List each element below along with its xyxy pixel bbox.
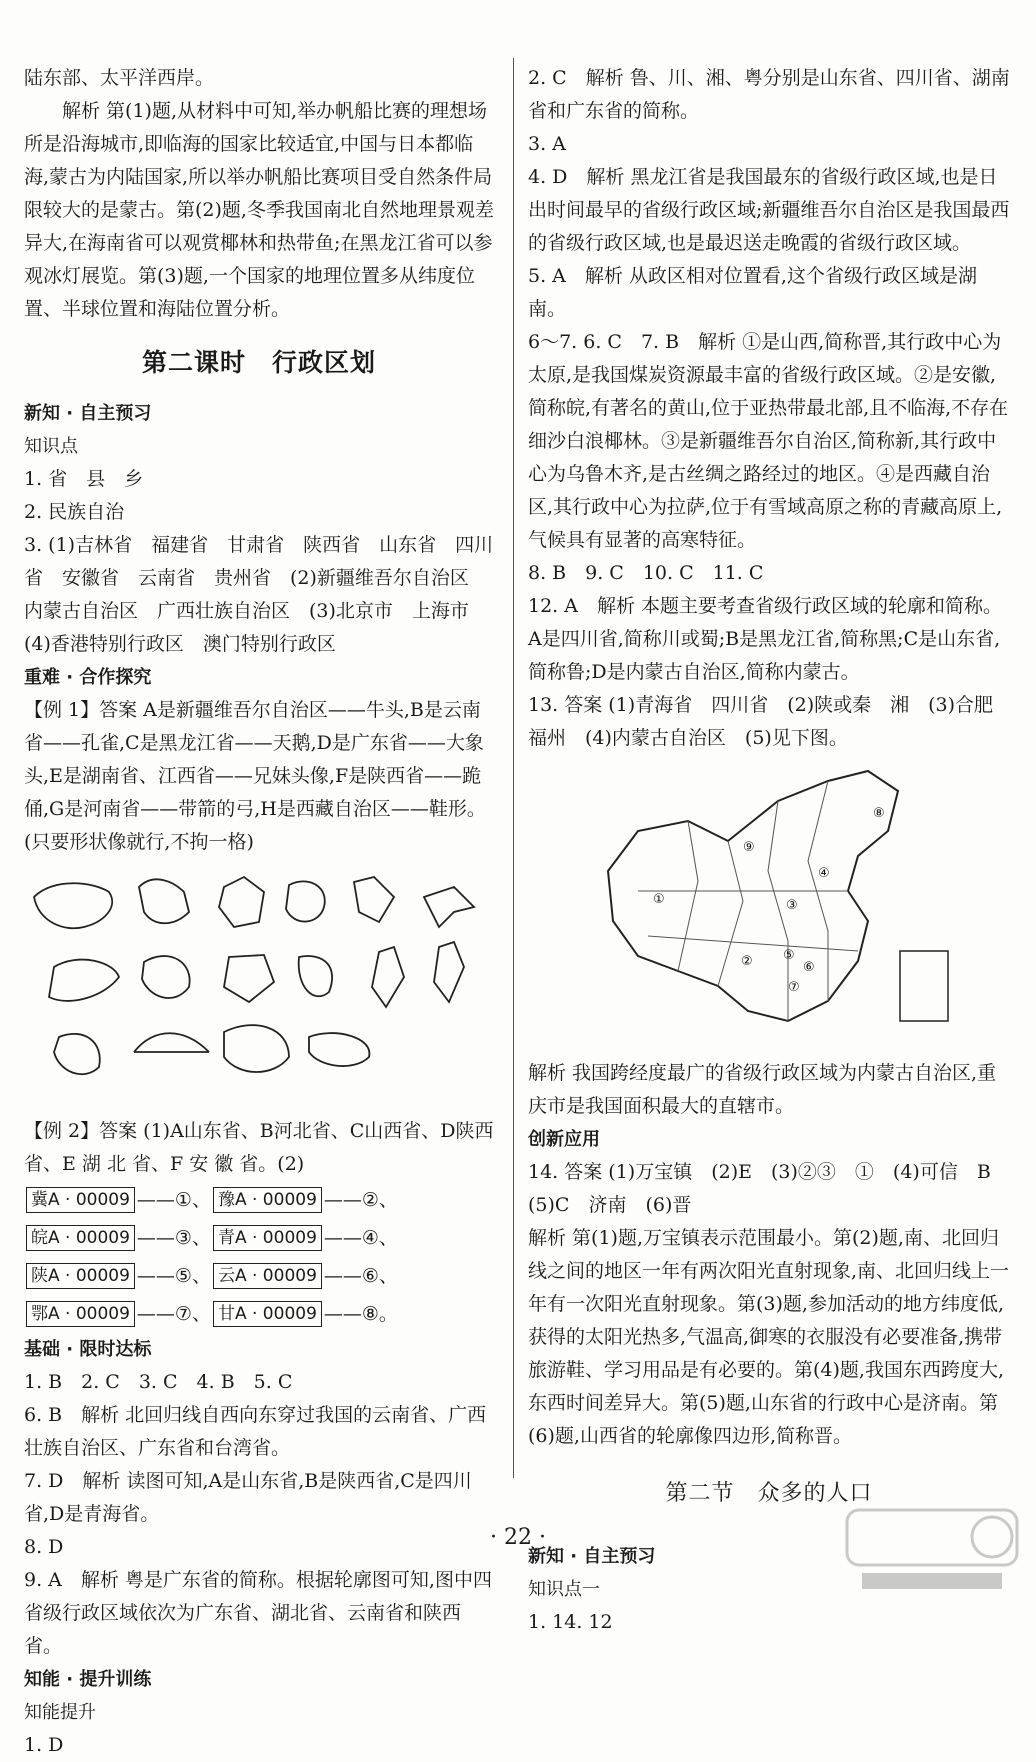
answer-line: 7. D 解析 读图可知,A是山东省,B是陕西省,C是四川省,D是青海省。 (24, 1470, 472, 1525)
license-plate: 冀A · 00009 (26, 1187, 135, 1213)
watermark-logo (842, 1505, 1022, 1595)
answer-line: 3. (1)吉林省 福建省 甘肃省 陕西省 山东省 四川省 安徽省 云南省 贵州省 (2)新疆维吾尔自治区 内蒙古自治区 广西壮族自治区 (3)北京市 上海市 (4)香港特别行政区 澳门特别行政区 (24, 534, 494, 655)
answer-line: 解析 我国跨经度最广的省级行政区域为内蒙古自治区,重庆市是我国面积最大的直辖市。 (528, 1062, 997, 1117)
license-plate: 豫A · 00009 (213, 1187, 322, 1213)
map-label: ③ (786, 898, 798, 913)
right-column (528, 62, 1013, 1639)
answer-line: 2. C 解析 鲁、川、湘、粤分别是山东省、四川省、湖南省和广东省的简称。 (528, 67, 1010, 122)
answer-line: 6～7. 6. C 7. B 解析 ①是山西,简称晋,其行政中心为太原,是我国煤炭资源最丰富的省级行政区域。②是安徽,简称皖,有著名的黄山,位于亚热带最北部,且不临海,不存在细沙白浪椰林。③是新疆维吾尔自治区,简称新,其行政中心为乌鲁木齐,是古丝绸之路经过的地区。④是西藏自治区,其行政中心为拉萨,位于有雪域高原之称的青藏高原上,气候具有显著的高寒特征。 (528, 331, 1009, 551)
license-plate: 云A · 00009 (213, 1263, 322, 1289)
answer-line: 12. A 解析 本题主要考查省级行政区域的轮廓和简称。A是四川省,简称川或蜀;B是黑龙江省,简称黑;C是山东省,简称鲁;D是内蒙古自治区,简称内蒙古。 (528, 595, 1003, 683)
plate-number: ——④、 (323, 1227, 398, 1249)
license-plate: 甘A · 00009 (213, 1301, 322, 1327)
subsection-heading: 重难 · 合作探究 (24, 667, 152, 688)
plate-number: ——⑤、 (136, 1265, 211, 1287)
subsection-heading: 基础 · 限时达标 (24, 1339, 152, 1360)
map-label: ⑧ (873, 806, 885, 821)
subsection-heading: 新知 · 自主预习 (528, 1546, 656, 1567)
column-divider (513, 58, 514, 1478)
license-plate: 青A · 00009 (213, 1225, 322, 1251)
answer-line: 1. 省 县 乡 (24, 468, 144, 490)
south-china-sea-inset (900, 951, 948, 1021)
section-heading: 第二课时 行政区划 (141, 348, 376, 377)
section-heading: 第二节 众多的人口 (665, 1481, 873, 1506)
province-outline-figure (24, 867, 494, 1107)
map-label: ⑥ (803, 960, 815, 975)
answer-line: 13. 答案 (1)青海省 四川省 (2)陕或秦 湘 (3)合肥 福州 (4)内蒙古自治区 (5)见下图。 (528, 694, 1013, 749)
plate-number: ——③、 (136, 1227, 211, 1249)
left-column (24, 62, 494, 1762)
answer-line: 8. D (24, 1536, 64, 1558)
plate-number: ——⑧。 (323, 1303, 398, 1325)
label: 知识点一 (528, 1579, 600, 1600)
answer-line: 解析 第(1)题,万宝镇表示范围最小。第(2)题,南、北回归线之间的地区一年有两次阳光直射现象,南、北回归线上一年有一次阳光直射现象。第(3)题,参加活动的地方纬度低,获得的太阳光热多,气温高,御寒的衣服没有必要准备,携带旅游鞋、学习用品是有必要的。第(4)题,我国东西跨度大,东西时间差异大。第(5)题,山东省的行政中心是济南。第(6)题,山西省的轮廓像四边形,简称晋。 (528, 1227, 1010, 1447)
map-label: ⑨ (743, 840, 755, 855)
answer-line: 6. B 解析 北回归线自西向东穿过我国的云南省、广西壮族自治区、广东省和台湾省。 (24, 1404, 487, 1459)
map-label: ② (741, 954, 753, 969)
answer-line: 4. D 解析 黑龙江省是我国最东的省级行政区域,也是日出时间最早的省级行政区域;新疆维吾尔自治区是我国最西的省级行政区域,也是最迟送走晚霞的省级行政区域。 (528, 166, 1010, 254)
label: 知识点 (24, 436, 78, 457)
answer-line: 1. B 2. C 3. C 4. B 5. C (24, 1371, 293, 1393)
license-plate: 陕A · 00009 (26, 1263, 135, 1289)
map-label: ⑦ (788, 980, 800, 995)
answer-line: 14. 答案 (1)万宝镇 (2)E (3)②③ ① (4)可信 B (5)C 济南 (6)晋 (528, 1161, 1010, 1216)
subsection-heading: 知能 · 提升训练 (24, 1669, 152, 1690)
map-label: ⑤ (783, 948, 795, 963)
example-answer: 【例 1】答案 A是新疆维吾尔自治区——牛头,B是云南省——孔雀,C是黑龙江省——天鹅,D是广东省——大象头,E是湖南省、江西省——兄妹头像,F是陕西省——跪俑,G是河南省——带箭的弓,H是西藏自治区——鞋形。(只要形状像就行,不拘一格) (24, 699, 486, 853)
answer-line: 1. D (24, 1734, 64, 1756)
answer-line: 5. A 解析 从政区相对位置看,这个省级行政区域是湖南。 (528, 265, 977, 320)
map-label: ④ (818, 866, 830, 881)
paragraph: 陆东部、太平洋西岸。 (24, 67, 215, 89)
answer-line: 2. 民族自治 (24, 501, 125, 523)
answer-line: 8. B 9. C 10. C 11. C (528, 562, 764, 584)
china-map-figure (528, 761, 1010, 1051)
license-plate: 鄂A · 00009 (26, 1301, 135, 1327)
answer-line: 3. A (528, 133, 566, 155)
example-answer: 【例 2】答案 (1)A山东省、B河北省、C山西省、D陕西省、E 湖 北 省、F 安 徽 省。(2) (24, 1120, 494, 1175)
plate-number: ——②、 (323, 1189, 398, 1211)
answer-line: 9. A 解析 粤是广东省的简称。根据轮廓图可知,图中四省级行政区域依次为广东省、湖北省、云南省和陕西省。 (24, 1569, 492, 1657)
plate-number: ——⑦、 (136, 1303, 211, 1325)
paragraph: 解析 第(1)题,从材料中可知,举办帆船比赛的理想场所是沿海城市,即临海的国家比较适宜,中国与日本都临海,蒙古为内陆国家,所以举办帆船比赛项目受自然条件局限较大的是蒙古。第(2)题,冬季我国南北自然地理景观差异大,在海南省可以观赏椰林和热带鱼;在黑龙江省可以参观冰灯展览。第(3)题,一个国家的地理位置多从纬度位置、半球位置和海陆位置分析。 (24, 100, 494, 320)
answer-line: 1. 14. 12 (528, 1611, 613, 1633)
map-label: ① (653, 892, 665, 907)
license-plate: 皖A · 00009 (26, 1225, 135, 1251)
subsection-heading: 创新应用 (528, 1129, 600, 1150)
license-plate-list (24, 1181, 494, 1333)
subsection-heading: 新知 · 自主预习 (24, 403, 152, 424)
plate-number: ——⑥、 (323, 1265, 398, 1287)
plate-number: ——①、 (136, 1189, 211, 1211)
label: 知能提升 (24, 1702, 96, 1723)
page-number: · 22 · (490, 1525, 546, 1550)
china-map (528, 761, 1010, 1051)
province-shapes-illustration (24, 867, 494, 1107)
